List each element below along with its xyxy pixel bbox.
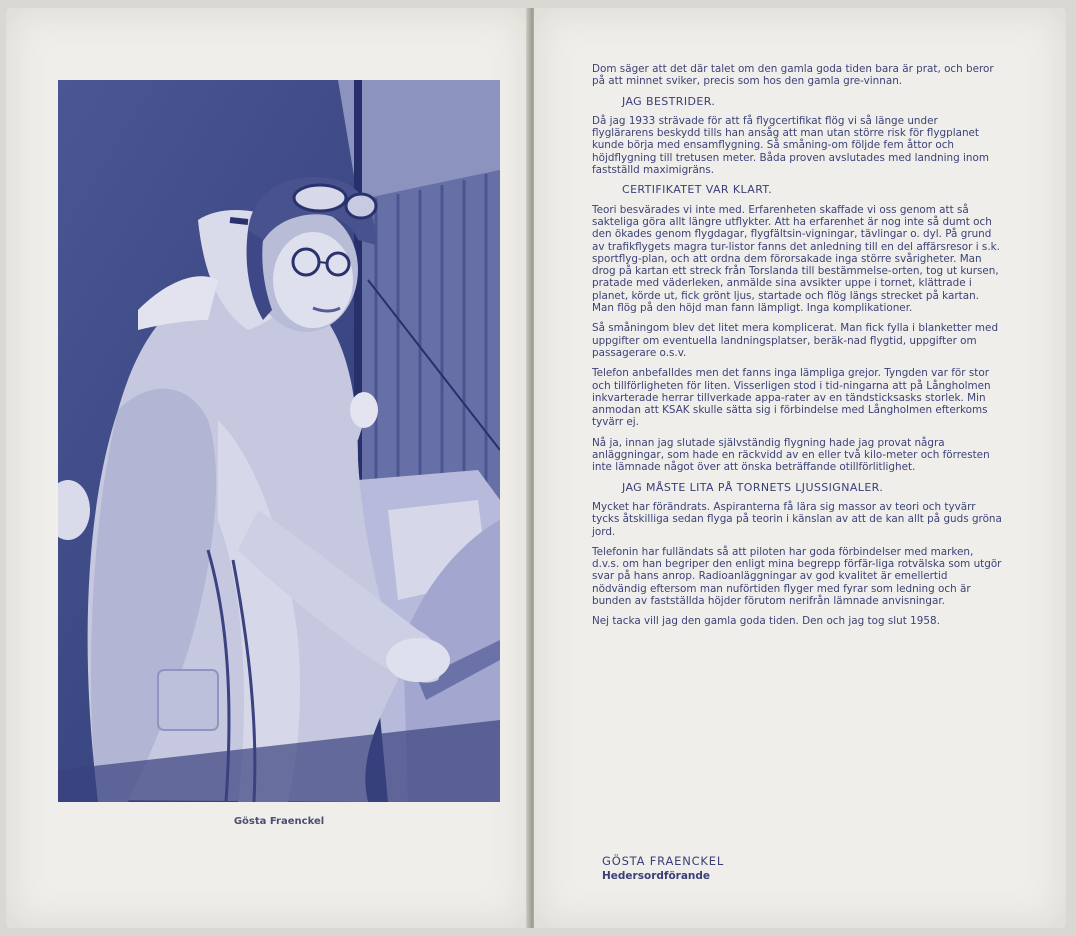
section-heading: JAG MÅSTE LITA PÅ TORNETS LJUSSIGNALER.	[622, 480, 884, 494]
paragraph: Då jag 1933 strävade för att få flygcertifikat flög vi så länge under flyglärarens beskydd tills han ansåg att man utan större risk för flygplanet kunde börja med ensamflygning. Så småning-om följde fem åttor och höjdflygning till tretusen meter. Båda proven avslutades med landning inom fastställd maximigräns.	[592, 114, 989, 177]
left-page	[6, 8, 530, 928]
paragraph: Nå ja, innan jag slutade självständig flygning hade jag provat några anläggningar, som hade en räckvidd av en eller två kilo-meter och förresten inte lämnade något över att önska beträffande otillförlitlighet.	[592, 436, 990, 474]
paragraph: Teori besvärades vi inte med. Erfarenheten skaffade vi oss genom att så sakteliga göra allt längre utflykter. Att ha erfarenhet är nog inte så dumt och den ökades genom flygdagar, flygfältsin-vigningar, tävlingar o. dyl. På grund av trafikflygets magra tur-listor fanns det anledning till en del affärsresor i s.k. sportflyg-plan, och att ordna dem förorsakade inga större svårigheter. Man drog på kartan ett streck från Torslanda till bestämmelse-orten, tog ut kursen, pratade med väderleken, anmälde sina avsikter uppe i tornet, klättrade i planet, körde ut, fick grönt ljus, startade och flög längs strecket på kartan. Man flög på den höjd man fann lämpligt. Inga komplikationer.	[592, 203, 1000, 315]
pilot-photo	[58, 80, 500, 802]
paragraph: Telefonin har fulländats så att piloten har goda förbindelser med marken, d.v.s. om han begriper den enligt mina begrepp förfär-liga rotvälska som utgör svar på hans anrop. Radioanläggningar av god kvalitet är emellertid nödvändig eftersom man nuförtiden flyger med fyrar som ledning och är bunden av fastställda höjder förutom nerifrån lämnade anvisningar.	[592, 545, 1002, 607]
signature-name: GÖSTA FRAENCKEL	[602, 854, 725, 868]
section-heading: CERTIFIKATET VAR KLART.	[622, 183, 773, 197]
paragraph: Dom säger att det där talet om den gamla goda tiden bara är prat, och beror på att minnet sviker, precis som hos den gamla gre-vinnan.	[592, 63, 994, 88]
pilot-photo-graphic	[58, 80, 500, 802]
paragraph: Telefon anbefalldes men det fanns inga lämpliga grejor. Tyngden var för stor och tillförligheten för liten. Visserligen stod i tid-ningarna att på Långholmen inkvarterade herrar tillverkade appa-rater av en tändsticksasks storlek. Min anmodan att KSAK skulle sätta sig i förbindelse med Långholmen efterkoms tyvärr ej.	[592, 367, 991, 429]
paragraph: Så småningom blev det litet mera komplicerat. Man fick fylla i blanketter med uppgifter om eventuella landningsplatser, beräk-nad flygtid, uppgifter om passagerare o.s.v.	[592, 322, 999, 359]
article-text	[592, 63, 1002, 636]
paragraph: Mycket har förändrats. Aspiranterna få lära sig massor av teori och tyvärr tycks åtskilliga sedan flyga på teorin i känslan av att de kan allt på guds gröna jord.	[592, 500, 1002, 538]
photo-caption: Gösta Fraenckel	[233, 816, 325, 827]
signature	[602, 854, 724, 882]
signature-title: Hedersordförande	[602, 870, 711, 882]
paragraph: Nej tacka vill jag den gamla goda tiden. Den och jag tog slut 1958.	[592, 615, 940, 628]
section-heading: JAG BESTRIDER.	[622, 94, 716, 108]
